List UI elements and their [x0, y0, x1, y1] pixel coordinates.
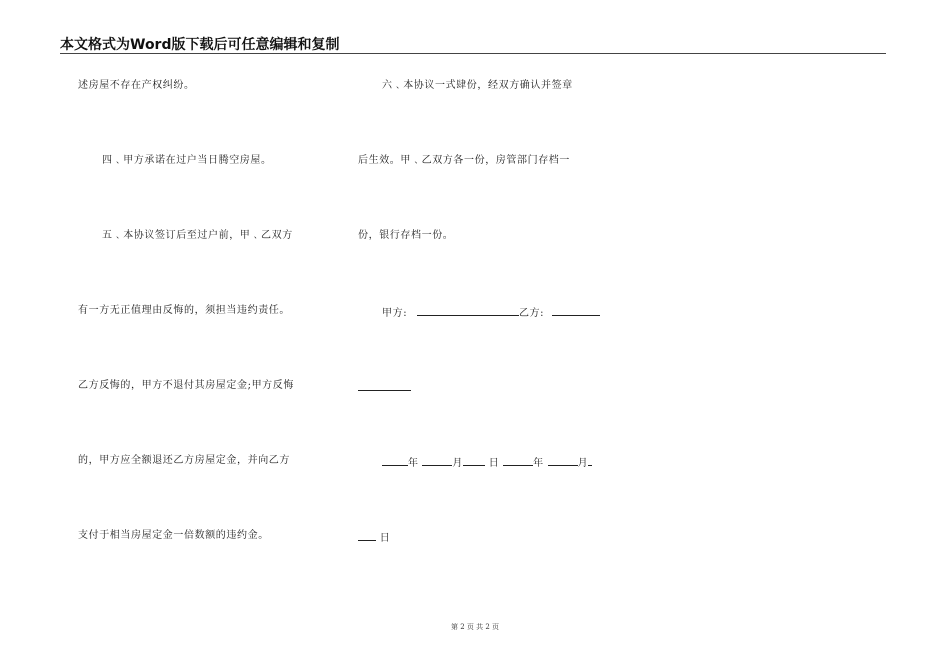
day-2-label: 日	[379, 533, 391, 544]
year-2-blank[interactable]	[503, 455, 533, 466]
date-line	[382, 455, 592, 470]
signature-line-continued	[358, 380, 411, 395]
party-b-signature-blank[interactable]	[552, 305, 600, 316]
date-line-continued	[358, 530, 390, 545]
left-line-3: 五﹑本协议签订后至过户前，甲﹑乙双方	[102, 230, 293, 241]
year-1-label: 年	[408, 458, 419, 469]
signature-line	[382, 305, 600, 320]
right-line-1: 六﹑本协议一式肆份，经双方确认并签章	[382, 80, 573, 91]
right-line-2: 后生效。甲﹑乙双方各一份，房管部门存档一	[358, 155, 570, 166]
header-title: 本文格式为Word版下载后可任意编辑和复制	[60, 37, 340, 53]
page-footer: 第 2 页 共 2 页	[450, 623, 500, 631]
left-line-4: 有一方无正值理由反悔的，须担当违约责任。	[78, 305, 290, 316]
left-line-5: 乙方反悔的，甲方不退付其房屋定金;甲方反悔	[78, 380, 294, 391]
left-line-6: 的，甲方应全额退还乙方房屋定金，并向乙方	[78, 455, 290, 466]
party-a-label: 甲方:	[382, 308, 408, 319]
party-a-signature-blank[interactable]	[417, 305, 519, 316]
month-2-blank[interactable]	[548, 455, 578, 466]
month-2-trailing-blank[interactable]	[588, 455, 592, 466]
left-line-1: 述房屋不存在产权纠纷。	[78, 80, 195, 91]
year-1-blank[interactable]	[382, 455, 408, 466]
month-2-label: 月	[577, 458, 589, 469]
month-1-label: 月	[452, 458, 463, 469]
left-line-7: 支付于相当房屋定金一倍数额的违约金。	[78, 530, 269, 541]
day-1-label: 日	[488, 458, 500, 469]
party-b-signature-blank-continued[interactable]	[358, 380, 411, 391]
day-1-blank[interactable]	[463, 455, 485, 466]
left-line-2: 四﹑甲方承诺在过户当日腾空房屋。	[102, 155, 272, 166]
party-b-label: 乙方:	[518, 308, 545, 319]
year-2-label: 年	[533, 458, 544, 469]
day-2-blank[interactable]	[358, 530, 376, 541]
right-line-3: 份，银行存档一份。	[358, 230, 454, 241]
header-divider	[60, 53, 886, 54]
month-1-blank[interactable]	[422, 455, 452, 466]
